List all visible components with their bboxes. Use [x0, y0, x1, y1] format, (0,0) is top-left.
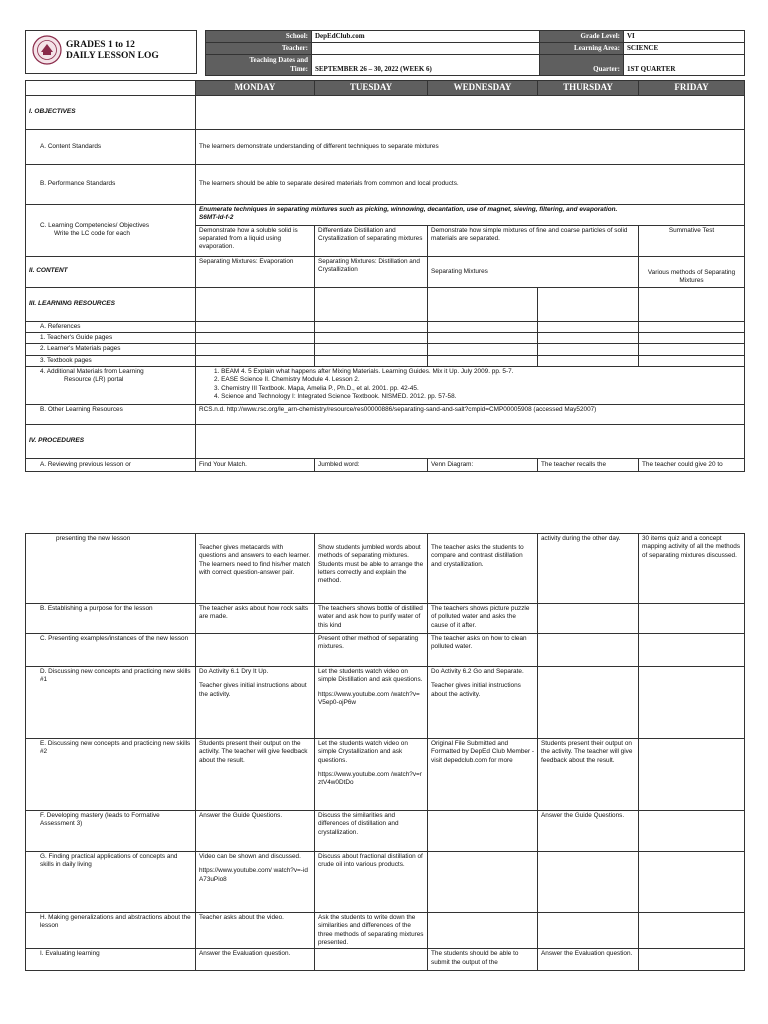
objectives-heading: I. OBJECTIVES [26, 95, 196, 129]
r1-friday: 30 items quiz and a concept mapping activity of all the methods of separating mixtures discussed. [639, 534, 745, 604]
r9-thursday: Answer the Evaluation question. [538, 949, 639, 971]
r1-tuesday: Show students jumbled words about methods of separating mixtures. Students must be able to arrange the letters correctly and explain the method. [315, 534, 428, 604]
r8-monday: Teacher asks about the video. [196, 913, 315, 949]
r1-monday: Teacher gives metacards with questions and answers to each learner. The learners need to find his/her match with correct question-answer pair. [196, 534, 315, 604]
mastery-label: F. Developing mastery (leads to Formative Assessment 3) [26, 811, 196, 852]
r2-tuesday: The teachers shows bottle of distilled water and ask how to purify water of this kind [315, 604, 428, 634]
day-thursday: THURSDAY [538, 81, 639, 96]
cell [538, 634, 639, 667]
school-label: School: [206, 31, 312, 43]
cell [639, 852, 745, 913]
add-materials-label-2: Resource (LR) portal [64, 376, 124, 384]
lc-code: S6MT-Id-f-2 [199, 214, 234, 222]
cell [428, 321, 538, 332]
teacher-value [312, 43, 540, 55]
r1-wednesday: The teacher asks the students to compare and contrast distillation and crystallization. [428, 534, 538, 604]
performance-standards-label: B. Performance Standards [26, 164, 196, 204]
r7-monday [196, 852, 315, 913]
r1-thursday: activity during the other day. [538, 534, 639, 604]
examples-label: C. Presenting examples/instances of the new lesson [26, 634, 196, 667]
grade-label: Grade Level: [540, 31, 624, 43]
r4-wednesday-2: Teacher gives initial instructions about the activity. [431, 682, 521, 698]
lr-item: 1. BEAM 4. 5 Explain what happens after Mixing Materials. Learning Guides. Mix it Up. July 2009. pp. 5-7. [214, 368, 514, 375]
other-resources-label: B. Other Learning Resources [26, 405, 196, 425]
cell [639, 333, 745, 344]
performance-standards-value: The learners should be able to separate desired materials from common and local products. [196, 164, 745, 204]
content-standards-label: A. Content Standards [26, 129, 196, 164]
r5-wednesday: Original File Submitted and Formatted by DepEd Club Member - visit depedclub.com for more [428, 739, 538, 811]
grade-value: VI [624, 31, 745, 43]
review-tuesday: Jumbled word: [315, 459, 428, 472]
concepts-1-label: D. Discussing new concepts and practicing new skills #1 [26, 667, 196, 739]
r3-tuesday: Present other method of separating mixtures. [315, 634, 428, 667]
area-label: Learning Area: [540, 43, 624, 55]
r2-wednesday: The teachers shows picture puzzle of polluted water and asks the cause of it after. [428, 604, 538, 634]
r9-monday: Answer the Evaluation question. [196, 949, 315, 971]
evaluating-label: I. Evaluating learning [26, 949, 196, 971]
cell [196, 287, 315, 321]
day-tuesday: TUESDAY [315, 81, 428, 96]
r5-tuesday-link[interactable]: https://www.youtube.com /watch?v=rztV4w0DtDo [318, 770, 422, 787]
cell [538, 321, 639, 332]
cell [639, 321, 745, 332]
r3-wednesday: The teacher asks on how to clean polluted water. [428, 634, 538, 667]
r7-tuesday: Discuss about fractional distillation of crude oil into various products. [315, 852, 428, 913]
references-label: A. References [26, 321, 196, 332]
concepts-2-label: E. Discussing new concepts and practicing new skills #2 [26, 739, 196, 811]
r5-tuesday-1: Let the students watch video on simple Crystallization and ask questions. [318, 740, 408, 764]
cell [538, 287, 639, 321]
r6-tuesday: Discuss the similarities and differences of distillation and crystallization. [315, 811, 428, 852]
cell [428, 344, 538, 355]
cell [196, 344, 315, 355]
generalizations-label: H. Making generalizations and abstractions about the lesson [26, 913, 196, 949]
r5-monday: Students present their output on the activity. The teacher will give feedback about the result. [196, 739, 315, 811]
r4-wednesday [428, 667, 538, 739]
lc-monday: Demonstrate how a soluble solid is separated from a liquid using evaporation. [196, 225, 315, 256]
day-header-blank [26, 81, 196, 96]
quarter-label: Quarter: [540, 55, 624, 76]
lesson-table-page-1 [25, 80, 745, 472]
content-wednesday: Separating Mixtures [428, 256, 639, 287]
r4-monday-1: Do Activity 6.1 Dry It Up. [199, 668, 269, 675]
cell [639, 344, 745, 355]
r5-tuesday [315, 739, 428, 811]
r7-monday-link[interactable]: https://www.youtube.com/ watch?v=-idA73uPio8 [199, 867, 308, 883]
r4-monday [196, 667, 315, 739]
r2-monday: The teacher asks about how rock salts are made. [196, 604, 315, 634]
cell [196, 355, 315, 366]
presenting-lesson-label: presenting the new lesson [26, 534, 196, 604]
r7-monday-1: Video can be shown and discussed. [199, 853, 301, 860]
cell [315, 344, 428, 355]
log-title [66, 40, 159, 62]
day-monday: MONDAY [196, 81, 315, 96]
cell [196, 634, 315, 667]
review-friday: The teacher could give 20 to [639, 459, 745, 472]
r4-tuesday [315, 667, 428, 739]
objectives-cell [196, 95, 745, 129]
cell [428, 287, 538, 321]
title-line-2: DAILY LESSON LOG [66, 50, 159, 61]
cell [315, 355, 428, 366]
lc-label [26, 204, 196, 256]
add-materials-label [26, 367, 196, 405]
lr-item: 4. Science and Technology I: Integrated Science Textbook. NISMED. 2012. pp. 57-58. [214, 392, 457, 400]
cell [538, 344, 639, 355]
procedures-cell [196, 425, 745, 459]
purpose-label: B. Establishing a purpose for the lesson [26, 604, 196, 634]
cell [639, 739, 745, 811]
dates-label-1: Teaching Dates and [249, 56, 308, 65]
content-tuesday: Separating Mixtures: Distillation and Crystallization [315, 256, 428, 287]
other-resources-value: RCS.n.d. http://www.rsc.org/le_arn-chemistry/resource/res00000886/separating-sand-and-salt?cmpid=CMP00005908 (accessed May52007) [196, 405, 745, 425]
applications-label: G. Finding practical applications of concepts and skills in daily living [26, 852, 196, 913]
cell [428, 913, 538, 949]
lc-tuesday: Differentiate Distillation and Crystallization of separating mixtures [315, 225, 428, 256]
deped-seal-icon [32, 35, 62, 65]
review-thursday: The teacher recalls the [538, 459, 639, 472]
cell [639, 949, 745, 971]
tb-pages-label: 3. Textbook pages [26, 355, 196, 366]
cell [538, 852, 639, 913]
cell [538, 333, 639, 344]
cell [639, 287, 745, 321]
teacher-label: Teacher: [206, 43, 312, 55]
cell [639, 811, 745, 852]
header-info-table [205, 30, 745, 76]
day-wednesday: WEDNESDAY [428, 81, 538, 96]
lr-item: 2. EASE Science II. Chemistry Module 4. Lesson 2. [214, 376, 360, 384]
review-label: A. Reviewing previous lesson or [26, 459, 196, 472]
day-friday: FRIDAY [639, 81, 745, 96]
quarter-value: 1ST QUARTER [624, 55, 745, 76]
tg-pages-label: 1. Teacher's Guide pages [26, 333, 196, 344]
lm-pages-label: 2. Learner's Materials pages [26, 344, 196, 355]
r4-wednesday-1: Do Activity 6.2 Go and Separate. [431, 668, 524, 675]
cell [315, 949, 428, 971]
dates-label [206, 55, 312, 76]
review-wednesday: Venn Diagram: [428, 459, 538, 472]
r4-tuesday-link[interactable]: https://www.youtube.com /watch?v=V5ep0-ojP6w [318, 690, 420, 706]
cell [196, 333, 315, 344]
cell [538, 667, 639, 739]
header-logo-box [25, 30, 197, 74]
cell [315, 321, 428, 332]
cell [428, 811, 538, 852]
r6-thursday: Answer the Guide Questions. [538, 811, 639, 852]
cell [196, 321, 315, 332]
cell [315, 333, 428, 344]
title-line-1: GRADES 1 to 12 [66, 40, 135, 50]
cell [639, 634, 745, 667]
procedures-heading: IV. PROCEDURES [26, 425, 196, 459]
cell [639, 667, 745, 739]
lr-item: 3. Chemistry III Textbook. Mapa, Amelia P., Ph.D., et al. 2001. pp. 42-45. [214, 384, 419, 392]
review-monday: Find Your Match. [196, 459, 315, 472]
r4-tuesday-1: Let the students watch video on simple Distillation and ask questions. [318, 668, 423, 684]
lc-wednesday: Demonstrate how simple mixtures of fine and coarse particles of solid materials are separated. [428, 225, 639, 256]
cell [538, 913, 639, 949]
r9-wednesday: The students should be able to submit the output of the [428, 949, 538, 971]
lc-label-1: C. Learning Competencies/ Objectives [40, 221, 150, 229]
cell [639, 913, 745, 949]
lc-main-text: Enumerate techniques in separating mixtures such as picking, winnowing, decantation, use of magnet, sieving, filtering, and evaporation. [199, 205, 618, 213]
cell [639, 355, 745, 366]
lc-label-2: Write the LC code for each [54, 230, 130, 238]
school-value: DepEdClub.com [312, 31, 540, 43]
lc-friday: Summative Test [639, 225, 745, 256]
content-heading: II. CONTENT [26, 256, 196, 287]
cell [428, 333, 538, 344]
add-materials-label-1: 4. Additional Materials from Learning [40, 368, 144, 375]
r4-monday-2: Teacher gives initial instructions about the activity. [199, 682, 307, 698]
lc-main [196, 204, 745, 225]
dates-value: SEPTEMBER 26 – 30, 2022 (WEEK 6) [312, 55, 540, 76]
lr-list [196, 367, 745, 405]
content-friday: Various methods of Separating Mixtures [639, 256, 745, 287]
r8-tuesday: Ask the students to write down the similarities and differences of the three methods of separating mixtures presented. [315, 913, 428, 949]
area-value: SCIENCE [624, 43, 745, 55]
cell [428, 355, 538, 366]
cell [428, 852, 538, 913]
cell [639, 604, 745, 634]
resources-heading: III. LEARNING RESOURCES [26, 287, 196, 321]
cell [315, 287, 428, 321]
content-monday: Separating Mixtures: Evaporation [196, 256, 315, 287]
dates-label-2: Time: [290, 65, 308, 74]
content-standards-value: The learners demonstrate understanding of different techniques to separate mixtures [196, 129, 745, 164]
lesson-table-page-2 [25, 533, 745, 971]
cell [538, 355, 639, 366]
r5-thursday: Students present their output on the activity. The teacher will give feedback about the result. [538, 739, 639, 811]
cell [538, 604, 639, 634]
r6-monday: Answer the Guide Questions. [196, 811, 315, 852]
